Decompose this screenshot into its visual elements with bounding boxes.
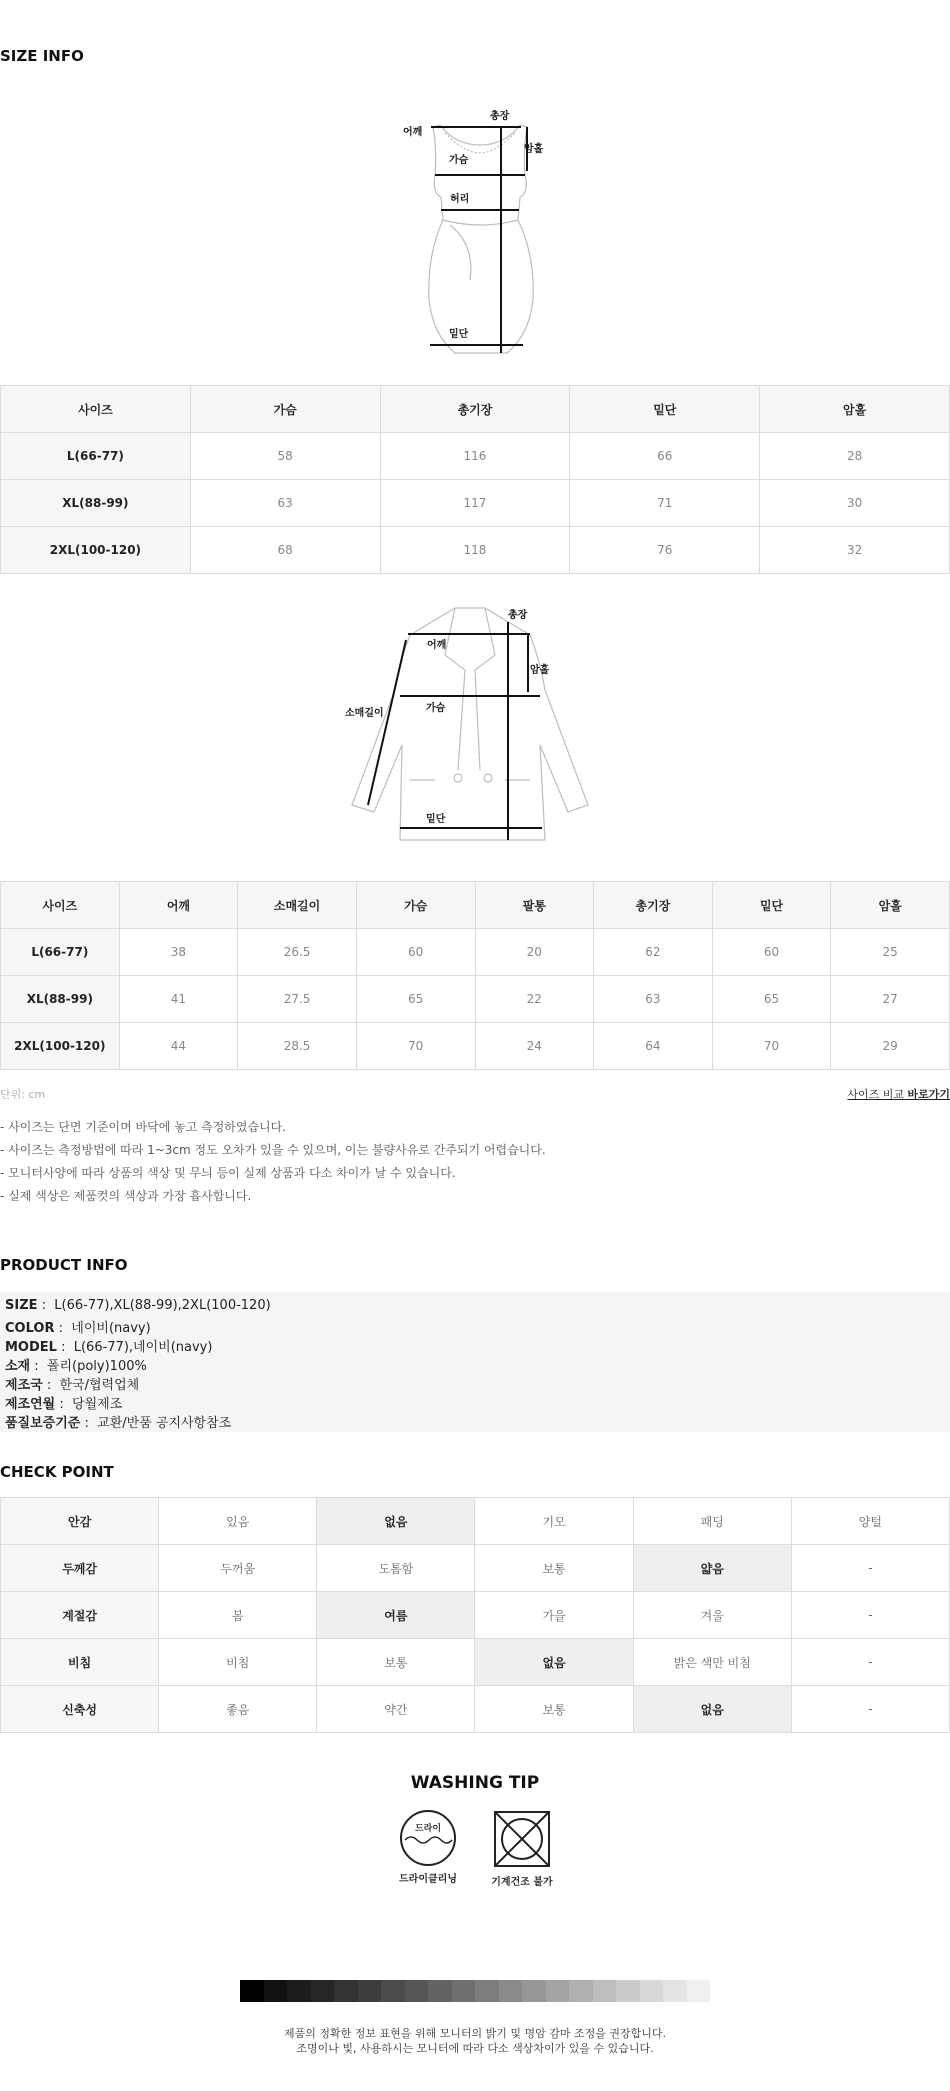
gray-swatch (381, 1980, 405, 2002)
product-info-key: 제조연월 (5, 1397, 56, 1412)
gray-swatch (240, 1980, 264, 2002)
dress-value-cell: 58 (190, 433, 380, 480)
dress-header-cell: 밑단 (570, 386, 760, 433)
product-info-value: L(66-77),네이비(navy) (73, 1340, 213, 1355)
check-point-row (1, 1545, 950, 1592)
check-point-option-selected: 없음 (317, 1498, 475, 1545)
check-point-option: 보통 (317, 1639, 475, 1686)
dress-shoulder-label: 어깨 (403, 127, 423, 138)
jacket-value-cell: 70 (356, 1023, 475, 1070)
no-tumble-dry-icon (492, 1809, 552, 1869)
dress-value-cell: 30 (760, 480, 950, 527)
dress-header-row (1, 386, 950, 433)
jacket-size-diagram (340, 600, 600, 850)
jacket-header-cell: 소매길이 (238, 882, 357, 929)
disclaimer-line: 조명이나 빛, 사용하시는 모니터에 따라 다소 색상차이가 있을 수 있습니다. (296, 2042, 654, 2055)
size-note: - 사이즈는 측정방법에 따라 1~3cm 정도 오차가 있을 수 있으며, 이는 불량사유로 간주되기 어렵습니다. (0, 1143, 546, 1157)
jacket-value-cell: 60 (712, 929, 831, 976)
check-point-option-selected: 없음 (475, 1639, 633, 1686)
check-point-row (1, 1498, 950, 1545)
table-row (1, 929, 950, 976)
jacket-value-cell: 65 (356, 976, 475, 1023)
gray-scale-bar (240, 1980, 710, 2002)
jacket-value-cell: 44 (119, 1023, 238, 1070)
table-row (1, 527, 950, 574)
check-point-label: 두께감 (1, 1545, 159, 1592)
product-info-row: 제조국 : 한국/협력업체 (5, 1378, 140, 1393)
check-point-label: 안감 (1, 1498, 159, 1545)
product-info-value: 한국/협력업체 (59, 1378, 140, 1393)
dress-hem-label: 밑단 (449, 329, 469, 340)
dress-value-cell: 116 (380, 433, 570, 480)
jacket-size-cell: 2XL(100-120) (1, 1023, 120, 1070)
jacket-value-cell: 25 (831, 929, 950, 976)
check-point-row (1, 1592, 950, 1639)
product-info-key: 품질보증기준 (5, 1416, 81, 1431)
jacket-shoulder-label: 어깨 (427, 640, 447, 651)
check-point-option-selected: 없음 (633, 1686, 791, 1733)
dress-header-cell: 암홀 (760, 386, 950, 433)
check-point-row (1, 1686, 950, 1733)
size-info-title: SIZE INFO (0, 47, 84, 65)
dress-value-cell: 66 (570, 433, 760, 480)
jacket-value-cell: 27 (831, 976, 950, 1023)
dry-cleaning-icon (399, 1808, 457, 1868)
jacket-value-cell: 65 (712, 976, 831, 1023)
jacket-header-cell: 어깨 (119, 882, 238, 929)
dress-waist-label: 허리 (450, 194, 470, 205)
check-point-option-selected: 얇음 (633, 1545, 791, 1592)
check-point-option: 밝은 색만 비침 (633, 1639, 791, 1686)
jacket-chest-label: 가슴 (426, 703, 446, 714)
washing-tip-title: WASHING TIP (410, 1773, 540, 1793)
dress-value-cell: 28 (760, 433, 950, 480)
gray-swatch (405, 1980, 429, 2002)
dress-value-cell: 32 (760, 527, 950, 574)
check-point-option: 봄 (159, 1592, 317, 1639)
jacket-sleeve-label: 소매길이 (345, 708, 384, 719)
gray-swatch (546, 1980, 570, 2002)
gray-swatch (287, 1980, 311, 2002)
gray-swatch (428, 1980, 452, 2002)
check-point-option: 보통 (475, 1686, 633, 1733)
size-note: - 사이즈는 단면 기준이며 바닥에 놓고 측정하였습니다. (0, 1120, 287, 1134)
dress-value-cell: 117 (380, 480, 570, 527)
product-info-value: 교환/반품 공지사항참조 (97, 1416, 232, 1431)
size-note: - 실제 색상은 제품컷의 색상과 가장 흡사합니다. (0, 1189, 252, 1203)
check-point-option: 도톰함 (317, 1545, 475, 1592)
jacket-header-cell: 팔통 (475, 882, 594, 929)
check-point-option: - (791, 1686, 949, 1733)
gray-swatch (264, 1980, 288, 2002)
check-point-option: 좋음 (159, 1686, 317, 1733)
product-info-value: 당월제조 (72, 1397, 123, 1412)
check-point-option: 기모 (475, 1498, 633, 1545)
jacket-size-table (0, 881, 950, 1070)
jacket-value-cell: 70 (712, 1023, 831, 1070)
jacket-size-cell: XL(88-99) (1, 976, 120, 1023)
jacket-armhole-label: 암홀 (530, 665, 550, 676)
check-point-option: - (791, 1639, 949, 1686)
size-compare-link[interactable] (847, 1086, 950, 1102)
dress-total-length-label: 총장 (490, 111, 510, 122)
gray-swatch (475, 1980, 499, 2002)
check-point-option: 있음 (159, 1498, 317, 1545)
product-info-key: SIZE (5, 1298, 38, 1313)
size-compare-bold: 바로가기 (907, 1088, 950, 1101)
check-point-option: 두꺼움 (159, 1545, 317, 1592)
dress-chest-label: 가슴 (449, 155, 469, 166)
jacket-value-cell: 64 (594, 1023, 713, 1070)
check-point-option: 가을 (475, 1592, 633, 1639)
check-point-title: CHECK POINT (0, 1463, 114, 1481)
jacket-value-cell: 60 (356, 929, 475, 976)
check-point-label: 계절감 (1, 1592, 159, 1639)
gray-swatch (616, 1980, 640, 2002)
gray-swatch (334, 1980, 358, 2002)
dress-value-cell: 76 (570, 527, 760, 574)
jacket-header-cell: 총기장 (594, 882, 713, 929)
table-row (1, 1023, 950, 1070)
jacket-value-cell: 20 (475, 929, 594, 976)
dress-value-cell: 68 (190, 527, 380, 574)
product-info-row: COLOR : 네이비(navy) (5, 1321, 151, 1336)
dress-header-cell: 가슴 (190, 386, 380, 433)
dress-value-cell: 71 (570, 480, 760, 527)
check-point-option: - (791, 1545, 949, 1592)
check-point-table (0, 1497, 950, 1733)
monitor-disclaimer (0, 2026, 950, 2056)
check-point-row (1, 1639, 950, 1686)
dry-cleaning-label: 드라이클리닝 (399, 1874, 457, 1885)
gray-swatch (640, 1980, 664, 2002)
dress-value-cell: 63 (190, 480, 380, 527)
gray-swatch (499, 1980, 523, 2002)
check-point-option: - (791, 1592, 949, 1639)
product-info-value: 폴리(poly)100% (46, 1359, 147, 1374)
dress-header-cell: 총기장 (380, 386, 570, 433)
size-compare-prefix: 사이즈 비교 (847, 1088, 908, 1101)
jacket-size-cell: L(66-77) (1, 929, 120, 976)
jacket-value-cell: 41 (119, 976, 238, 1023)
no-tumble-dry-label: 기계건조 불가 (491, 1877, 553, 1888)
gray-swatch (452, 1980, 476, 2002)
check-point-option: 보통 (475, 1545, 633, 1592)
jacket-hem-label: 밑단 (426, 814, 446, 825)
dress-value-cell: 118 (380, 527, 570, 574)
product-info-title: PRODUCT INFO (0, 1256, 128, 1274)
check-point-option: 패딩 (633, 1498, 791, 1545)
product-info-row: 제조연월 : 당월제조 (5, 1397, 123, 1412)
jacket-total-length-label: 총장 (508, 610, 528, 621)
jacket-value-cell: 38 (119, 929, 238, 976)
gray-swatch (687, 1980, 711, 2002)
check-point-option: 비침 (159, 1639, 317, 1686)
jacket-value-cell: 26.5 (238, 929, 357, 976)
check-point-option: 약간 (317, 1686, 475, 1733)
check-point-label: 비침 (1, 1639, 159, 1686)
product-info-row: SIZE : L(66-77),XL(88-99),2XL(100-120) (5, 1298, 271, 1313)
size-notes (0, 1116, 546, 1208)
product-info-key: 제조국 (5, 1378, 43, 1393)
check-point-option: 양털 (791, 1498, 949, 1545)
disclaimer-line: 제품의 정확한 정보 표현을 위해 모니터의 밝기 및 명암 감마 조정을 권장합니다. (284, 2027, 666, 2040)
table-row (1, 976, 950, 1023)
dress-size-cell: XL(88-99) (1, 480, 191, 527)
gray-swatch (569, 1980, 593, 2002)
gray-swatch (311, 1980, 335, 2002)
product-info-box (0, 1292, 950, 1432)
product-info-row: 품질보증기준 : 교환/반품 공지사항참조 (5, 1416, 232, 1431)
dress-size-cell: L(66-77) (1, 433, 191, 480)
dress-size-diagram (395, 105, 565, 360)
jacket-value-cell: 62 (594, 929, 713, 976)
product-info-key: 소재 (5, 1359, 31, 1374)
gray-swatch (593, 1980, 617, 2002)
size-note: - 모니터사양에 따라 상품의 색상 및 무늬 등이 실제 상품과 다소 차이가 날 수 있습니다. (0, 1166, 456, 1180)
product-info-key: COLOR (5, 1321, 55, 1336)
jacket-header-cell: 밑단 (712, 882, 831, 929)
jacket-header-cell: 암홀 (831, 882, 950, 929)
dry-icon-text: 드라이 (414, 1824, 442, 1834)
check-point-option-selected: 여름 (317, 1592, 475, 1639)
jacket-value-cell: 24 (475, 1023, 594, 1070)
jacket-value-cell: 29 (831, 1023, 950, 1070)
product-info-value: 네이비(navy) (71, 1321, 151, 1336)
dress-armhole-label: 암홀 (524, 144, 544, 155)
dress-size-cell: 2XL(100-120) (1, 527, 191, 574)
check-point-label: 신축성 (1, 1686, 159, 1733)
dress-header-cell: 사이즈 (1, 386, 191, 433)
gray-swatch (358, 1980, 382, 2002)
dress-size-table (0, 385, 950, 574)
jacket-value-cell: 63 (594, 976, 713, 1023)
jacket-value-cell: 28.5 (238, 1023, 357, 1070)
product-info-row: MODEL : L(66-77),네이비(navy) (5, 1340, 213, 1355)
check-point-option: 겨울 (633, 1592, 791, 1639)
jacket-header-row (1, 882, 950, 929)
product-info-key: MODEL (5, 1340, 57, 1355)
table-row (1, 480, 950, 527)
unit-note: 단위: cm (0, 1088, 46, 1101)
table-row (1, 433, 950, 480)
jacket-header-cell: 가슴 (356, 882, 475, 929)
product-info-row: 소재 : 폴리(poly)100% (5, 1359, 147, 1374)
gray-swatch (663, 1980, 687, 2002)
jacket-header-cell: 사이즈 (1, 882, 120, 929)
jacket-value-cell: 27.5 (238, 976, 357, 1023)
product-info-value: L(66-77),XL(88-99),2XL(100-120) (54, 1298, 271, 1313)
gray-swatch (522, 1980, 546, 2002)
jacket-value-cell: 22 (475, 976, 594, 1023)
